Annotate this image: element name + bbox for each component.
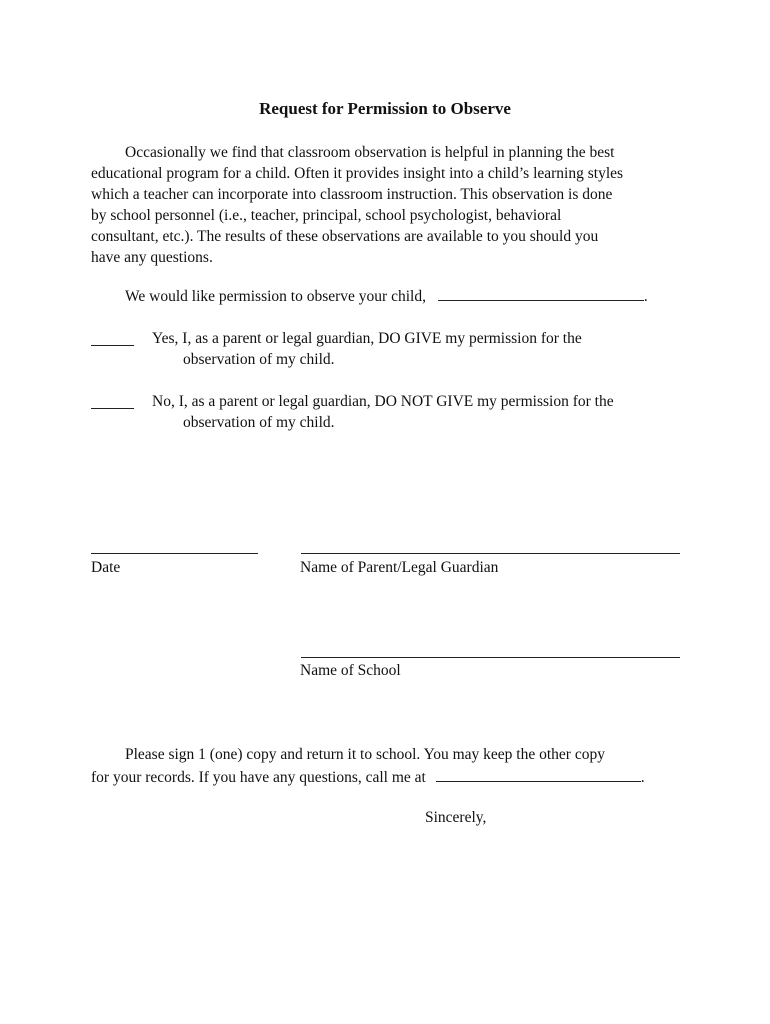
intro-line: which a teacher can incorporate into classroom instruction. This observation is done: [91, 186, 613, 203]
date-label: Date: [91, 559, 121, 576]
school-label: Name of School: [300, 662, 401, 679]
intro-line: by school personnel (i.e., teacher, principal, school psychologist, behavioral: [91, 207, 562, 224]
closing-line2-period: .: [640, 769, 645, 786]
school-name-line[interactable]: [301, 657, 680, 658]
date-signature-line[interactable]: [91, 553, 258, 554]
closing-line2: [91, 767, 645, 787]
child-name-blank[interactable]: [438, 286, 644, 301]
intro-line: Occasionally we find that classroom observation is helpful in planning the best: [125, 144, 615, 161]
option-yes-line1: Yes, I, as a parent or legal guardian, DO GIVE my permission for the: [152, 330, 582, 347]
intro-line: have any questions.: [91, 249, 213, 266]
guardian-signature-line[interactable]: [301, 553, 680, 554]
no-checkbox-blank[interactable]: [91, 408, 134, 409]
permission-request-text: We would like permission to observe your child,: [125, 288, 426, 305]
closing-line2-text: for your records. If you have any questions, call me at: [91, 769, 426, 786]
option-no-line2: observation of my child.: [183, 414, 335, 431]
phone-number-blank[interactable]: [436, 767, 641, 782]
yes-checkbox-blank[interactable]: [91, 345, 134, 346]
intro-line: consultant, etc.). The results of these observations are available to you should you: [91, 228, 599, 245]
intro-line: educational program for a child. Often it provides insight into a child’s learning styles: [91, 165, 624, 182]
permission-request-period: .: [643, 288, 648, 305]
document-title: Request for Permission to Observe: [259, 99, 511, 118]
option-no-line1: No, I, as a parent or legal guardian, DO NOT GIVE my permission for the: [152, 393, 614, 410]
closing-line1: Please sign 1 (one) copy and return it to school. You may keep the other copy: [125, 746, 605, 763]
guardian-label: Name of Parent/Legal Guardian: [300, 559, 499, 576]
signoff: Sincerely,: [425, 809, 487, 826]
option-yes-line2: observation of my child.: [183, 351, 335, 368]
intro-paragraph: [91, 142, 691, 268]
permission-request-line: [125, 286, 648, 306]
